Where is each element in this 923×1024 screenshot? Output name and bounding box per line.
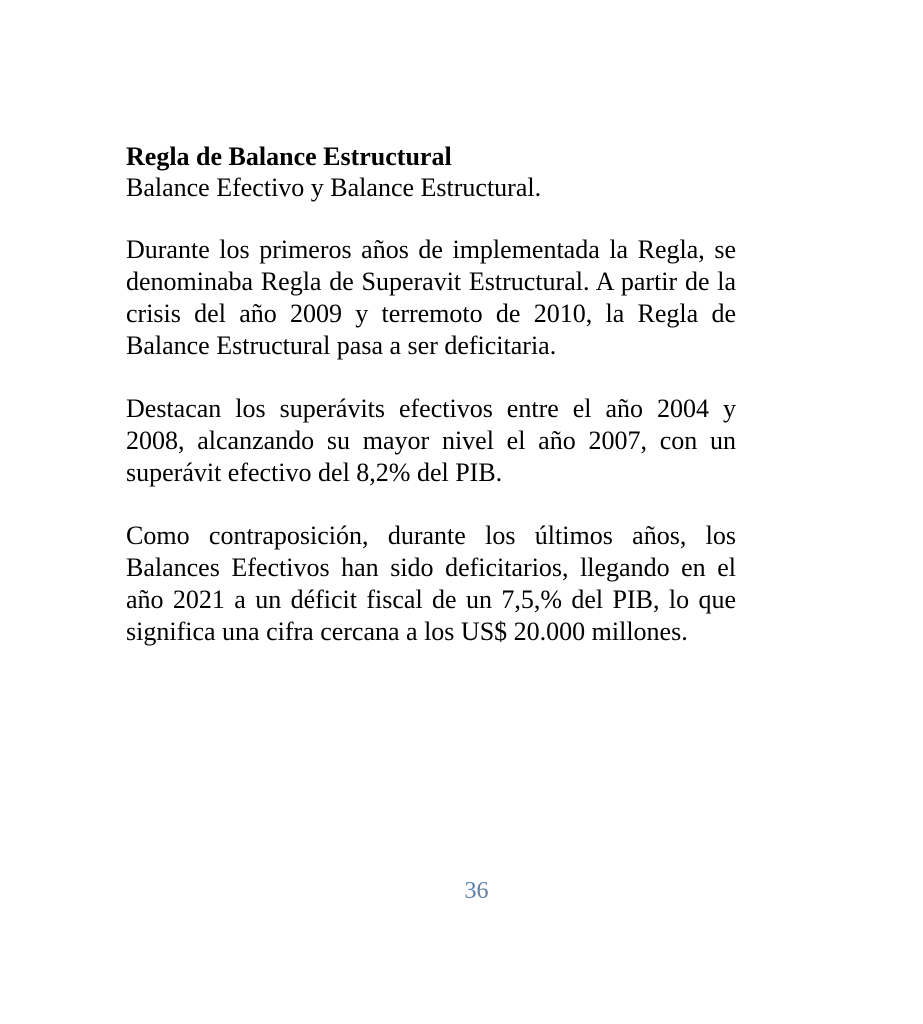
section-title: Regla de Balance Estructural — [126, 142, 452, 171]
paragraph-superavits: Destacan los superávits efectivos entre el año 2004 y 2008, alcanzando su mayor nivel el año 2007, con un superávit efectivo del 8,2% del PIB. — [126, 394, 736, 487]
paragraph-regla-history: Durante los primeros años de implementada la Regla, se denominaba Regla de Superavit Estructural. A partir de la crisis del año 2009 y terremoto de 2010, la Regla de Balance Estructural pasa a ser deficitaria. — [126, 235, 736, 360]
paragraph-deficits: Como contraposición, durante los últimos años, los Balances Efectivos han sido deficitarios, llegando en el año 2021 a un déficit fiscal de un 7,5,% del PIB, lo que significa una cifra cercana a los US$ 20.000 millones. — [126, 521, 736, 646]
section-subtitle: Balance Efectivo y Balance Estructural. — [126, 173, 542, 202]
page-content — [126, 141, 736, 679]
page-number: 36 — [464, 878, 489, 904]
